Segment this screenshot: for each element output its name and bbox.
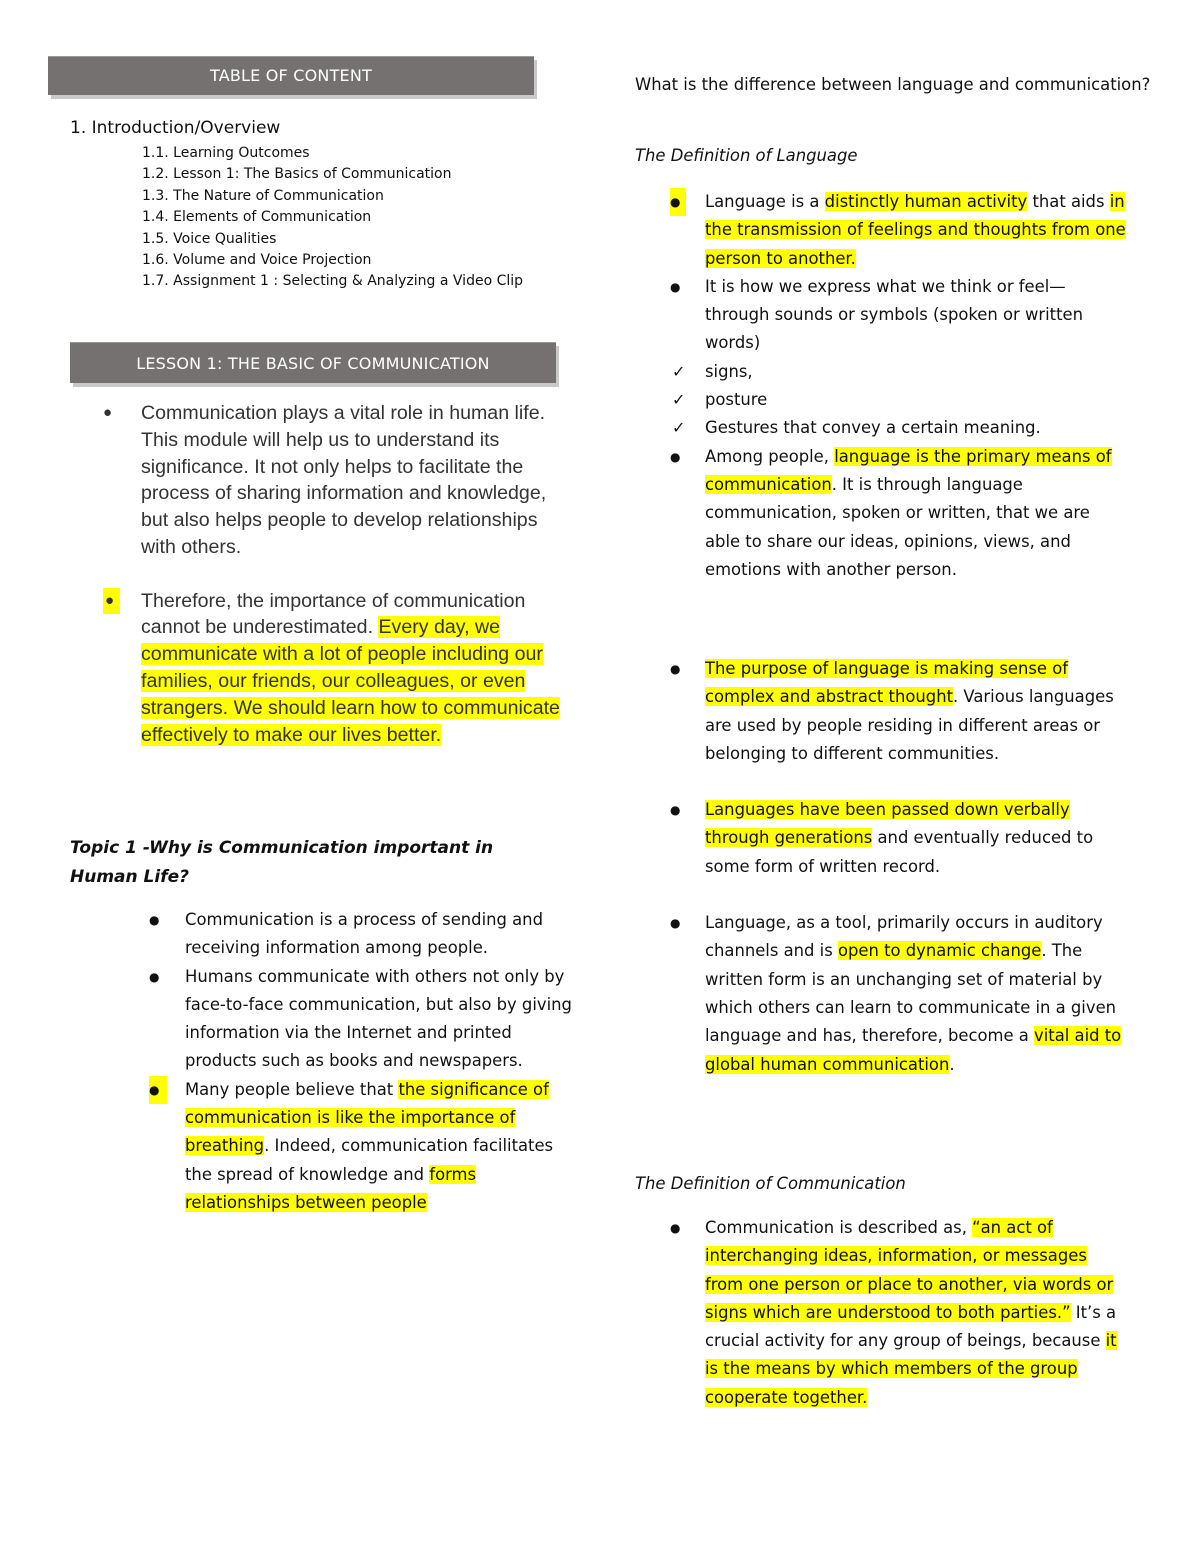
check-text: posture	[705, 390, 768, 410]
highlight-text: Every day, we communicate with a lot of people including our families, our friends, our colleagues, or even strangers. We should learn how to communicate effectively to make our lives better.	[141, 616, 560, 746]
bullet-icon: ●	[149, 1076, 167, 1104]
check-item	[630, 386, 1130, 414]
list-item	[149, 906, 580, 963]
highlight-text: open to dynamic change	[837, 941, 1042, 961]
bullet-icon: ●	[149, 913, 160, 927]
lesson-intro-list	[103, 400, 571, 775]
highlight-text: vital aid to global human communication	[705, 1026, 1122, 1074]
language-text: . Various languages are used by people residing in different areas or belonging to different communities.	[705, 687, 1114, 763]
language-text: . The written form is an unchanging set of material by which others can learn to communicate in a given language and has, therefore, become a	[705, 941, 1117, 1046]
highlight-text: forms relationships between people	[185, 1164, 477, 1212]
highlight-text: language is the primary means of communication	[705, 446, 1112, 494]
list-item	[670, 909, 1130, 1079]
bullet-icon: ●	[670, 662, 681, 676]
list-item	[670, 796, 1130, 881]
language-text: It is how we express what we think or feel—through sounds or symbols (spoken or written words)	[705, 276, 1083, 353]
toc-heading: 1. Introduction/Overview	[70, 118, 281, 138]
bullet-icon: ●	[670, 916, 681, 931]
lesson-paragraph-1: Communication plays a vital role in human life. This module will help us to understand its significance. It not only helps to facilitate the process of sharing information and knowledge, but also helps people to develop relationships with others.	[141, 402, 547, 558]
bullet-icon: ●	[670, 188, 686, 216]
language-text: that aids	[1027, 192, 1110, 211]
communication-list	[670, 1214, 1130, 1412]
language-text: .	[949, 1054, 955, 1074]
language-text: . It is through language communication, spoken or written, that we are able to share our ideas, opinions, views, and emotions with another person.	[705, 474, 1090, 579]
lesson-banner: LESSON 1: THE BASIC OF COMMUNICATION	[70, 342, 556, 383]
bullet-icon: ●	[670, 449, 681, 464]
language-text: Among people,	[705, 446, 835, 466]
highlight-text: it is the means by which members of the group cooperate together.	[705, 1331, 1117, 1407]
check-item	[630, 414, 1130, 442]
list-item	[149, 963, 580, 1076]
check-item	[630, 358, 1130, 386]
lesson-paragraph-2: Therefore, the importance of communication cannot be underestimated.	[141, 589, 526, 639]
topic-bullet-text: Communication is a process of sending and receiving information among people.	[185, 910, 543, 958]
check-list	[630, 358, 1130, 443]
language-text: Language is a	[705, 192, 825, 211]
topic-bullet-text: Humans communicate with others not only by face-to-face communication, but also by giving information via the Internet and printed products such as books and newspapers.	[185, 966, 572, 1071]
list-item	[105, 588, 571, 749]
list-item	[670, 1214, 1130, 1412]
check-text: signs,	[705, 361, 753, 381]
bullet-icon: ●	[670, 279, 681, 294]
toc-list	[142, 143, 523, 293]
language-list-2	[670, 655, 1130, 1079]
topic-bullet-text: Many people believe that	[185, 1079, 399, 1099]
list-item	[670, 188, 1130, 273]
language-text: Language, as a tool, primarily occurs in auditory channels and is	[705, 913, 1103, 961]
communication-text: It’s a crucial activity for any group of beings, because	[705, 1302, 1117, 1351]
toc-banner: TABLE OF CONTENT	[48, 56, 534, 95]
bullet-icon: ●	[103, 588, 120, 615]
definition-communication-heading: The Definition of Communication	[635, 1174, 906, 1193]
topic-list	[149, 906, 580, 1217]
toc-item: 1.3. The Nature of Communication	[142, 187, 384, 204]
language-text: and eventually reduced to some form of written record.	[705, 828, 1094, 876]
communication-text: Communication is described as,	[705, 1218, 973, 1237]
bullet-icon: ●	[670, 803, 681, 818]
checkmark-icon: ✓	[672, 361, 686, 381]
toc-item: 1.4. Elements of Communication	[142, 209, 372, 226]
definition-language-heading: The Definition of Language	[635, 146, 858, 165]
toc-item: 1.1. Learning Outcomes	[142, 145, 310, 161]
checkmark-icon: ✓	[672, 418, 686, 438]
checkmark-icon: ✓	[672, 390, 686, 410]
bullet-icon: ●	[103, 404, 113, 421]
highlight-text: The purpose of language is making sense of complex and abstract thought	[705, 659, 1069, 707]
bullet-icon: ●	[149, 969, 160, 984]
toc-item: 1.5. Voice Qualities	[142, 230, 277, 247]
bullet-icon: ●	[670, 1221, 681, 1235]
highlight-text: “an act of interchanging ideas, information, or messages from one person or place to another, via words or signs which are understood to both parties.”	[705, 1218, 1114, 1322]
highlight-text: the significance of communication is like the importance of breathing	[185, 1079, 549, 1156]
list-item	[670, 443, 1130, 584]
list-item	[670, 655, 1130, 768]
highlight-text: in the transmission of feelings and thoughts from one person to another.	[705, 192, 1126, 268]
highlight-text: distinctly human activity	[824, 192, 1028, 211]
list-item	[149, 1076, 580, 1217]
list-item	[103, 400, 571, 561]
check-text: Gestures that convey a certain meaning.	[705, 418, 1041, 438]
toc-item: 1.7. Assignment 1 : Selecting & Analyzing a Video Clip	[142, 273, 524, 290]
highlight-text: Languages have been passed down verbally through generations	[705, 800, 1070, 848]
topic-title: Topic 1 -Why is Communication important in Human Life?	[70, 838, 494, 887]
toc-item: 1.2. Lesson 1: The Basics of Communication	[142, 166, 452, 183]
question-heading: What is the difference between language and communication?	[635, 75, 1151, 94]
list-item	[670, 273, 1130, 443]
language-list	[670, 188, 1130, 584]
topic-bullet-text: . Indeed, communication facilitates the spread of knowledge and	[185, 1136, 554, 1184]
toc-item: 1.6. Volume and Voice Projection	[142, 252, 372, 269]
